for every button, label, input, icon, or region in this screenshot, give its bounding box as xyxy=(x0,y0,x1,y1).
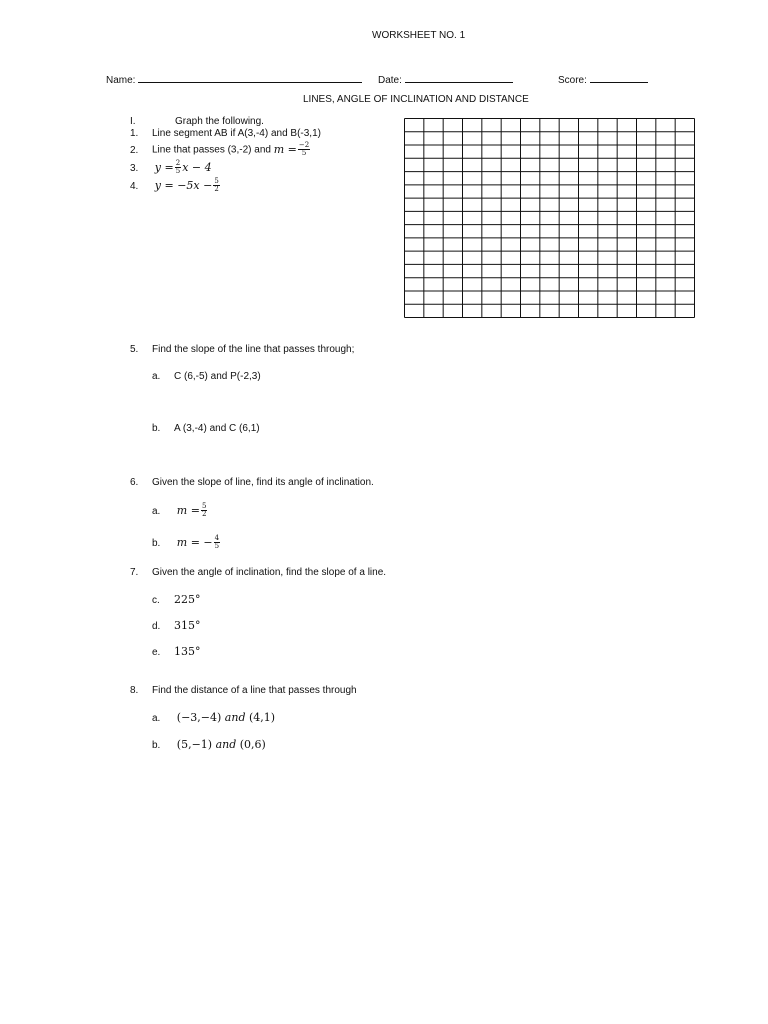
name-label: Name: xyxy=(106,75,136,86)
q5-item-b xyxy=(152,423,260,434)
math-rhs: x − 4 xyxy=(182,160,212,174)
slope-expression xyxy=(177,536,221,549)
fraction xyxy=(298,142,310,157)
date-field[interactable] xyxy=(378,73,513,86)
item-letter: b. xyxy=(152,537,161,549)
q8-item-a xyxy=(152,711,275,724)
points-expression xyxy=(177,711,275,724)
item-number: 2. xyxy=(130,144,139,156)
angle-value: 135° xyxy=(174,645,201,658)
worksheet-subtitle: LINES, ANGLE OF INCLINATION AND DISTANCE xyxy=(303,94,529,105)
q7-item-d xyxy=(152,619,201,632)
points-expression xyxy=(177,738,266,751)
item-text: C (6,-5) and P(-2,3) xyxy=(174,371,261,382)
part1-instruction: Graph the following. xyxy=(175,116,264,127)
point-1: (−3,−4) xyxy=(176,711,222,724)
item-text: Line that passes (3,-2) and xyxy=(152,144,271,156)
name-field[interactable] xyxy=(106,73,362,86)
question-number: 8. xyxy=(130,685,139,696)
math-lhs: m = − xyxy=(176,535,213,549)
angle-value: 225° xyxy=(174,593,201,606)
part1-item-2 xyxy=(130,142,311,157)
item-letter: b. xyxy=(152,740,161,751)
item-number: 1. xyxy=(130,128,139,139)
item-letter: c. xyxy=(152,595,160,606)
score-blank[interactable] xyxy=(590,73,648,83)
equation xyxy=(155,179,221,192)
date-label: Date: xyxy=(378,75,402,86)
point-1: (5,−1) xyxy=(176,738,213,751)
item-letter: b. xyxy=(152,423,161,434)
q6-item-b xyxy=(152,535,221,550)
worksheet-title: WORKSHEET NO. 1 xyxy=(372,30,466,41)
conjunction: and xyxy=(224,711,246,724)
math-lhs: y = −5x − xyxy=(154,178,213,192)
math-lhs: m = xyxy=(273,142,297,156)
fraction-denominator: 2 xyxy=(214,185,219,193)
fraction-numerator: 4 xyxy=(214,534,220,542)
part1-numeral: I. xyxy=(130,116,136,127)
date-blank[interactable] xyxy=(405,73,513,83)
conjunction: and xyxy=(215,738,237,751)
question-number: 6. xyxy=(130,477,139,488)
fraction-numerator: −2 xyxy=(298,141,310,149)
question-8 xyxy=(130,685,357,696)
q8-item-b xyxy=(152,738,266,751)
item-letter: d. xyxy=(152,621,161,632)
item-text: Line segment AB if A(3,-4) and B(-3,1) xyxy=(152,128,321,139)
fraction xyxy=(201,503,207,518)
q7-item-c xyxy=(152,593,201,606)
fraction-denominator: 5 xyxy=(214,542,220,550)
item-letter: a. xyxy=(152,713,161,724)
fraction-denominator: 5 xyxy=(175,167,181,175)
fraction-numerator: 5 xyxy=(201,502,207,510)
equation xyxy=(155,161,212,174)
slope-expression xyxy=(177,504,209,517)
item-number: 3. xyxy=(130,162,139,174)
part1-item-3 xyxy=(130,160,212,175)
question-7 xyxy=(130,567,386,578)
q7-item-e xyxy=(152,645,201,658)
fraction-denominator: 5 xyxy=(301,149,307,157)
fraction-numerator: 5 xyxy=(214,177,219,185)
part1-item-4 xyxy=(130,178,221,193)
angle-value: 315° xyxy=(174,619,201,632)
question-number: 7. xyxy=(130,567,139,578)
question-text: Given the angle of inclination, find the slope of a line. xyxy=(152,567,387,578)
math-lhs: m = xyxy=(176,503,200,517)
question-text: Find the slope of the line that passes through; xyxy=(152,344,355,355)
score-label: Score: xyxy=(558,75,587,86)
math-lhs: y = xyxy=(154,160,174,174)
question-5 xyxy=(130,344,354,355)
score-field[interactable] xyxy=(558,73,648,86)
point-2: (4,1) xyxy=(248,711,276,724)
point-2: (0,6) xyxy=(239,738,266,751)
fraction-numerator: 2 xyxy=(175,159,181,167)
question-text: Find the distance of a line that passes through xyxy=(152,685,357,696)
graph-grid[interactable] xyxy=(404,118,695,318)
item-letter: a. xyxy=(152,371,161,382)
name-blank[interactable] xyxy=(138,73,362,83)
slope-expression xyxy=(274,143,311,156)
item-text: A (3,-4) and C (6,1) xyxy=(174,423,260,434)
part1-item-1 xyxy=(130,128,321,139)
question-6 xyxy=(130,477,374,488)
fraction xyxy=(213,178,219,193)
q6-item-a xyxy=(152,503,208,518)
question-text: Given the slope of line, find its angle of inclination. xyxy=(152,477,374,488)
item-number: 4. xyxy=(130,180,139,192)
item-letter: e. xyxy=(152,647,161,658)
question-number: 5. xyxy=(130,344,139,355)
item-letter: a. xyxy=(152,505,161,517)
fraction xyxy=(175,160,181,175)
fraction-denominator: 2 xyxy=(201,510,207,518)
q5-item-a xyxy=(152,371,261,382)
fraction xyxy=(214,535,220,550)
